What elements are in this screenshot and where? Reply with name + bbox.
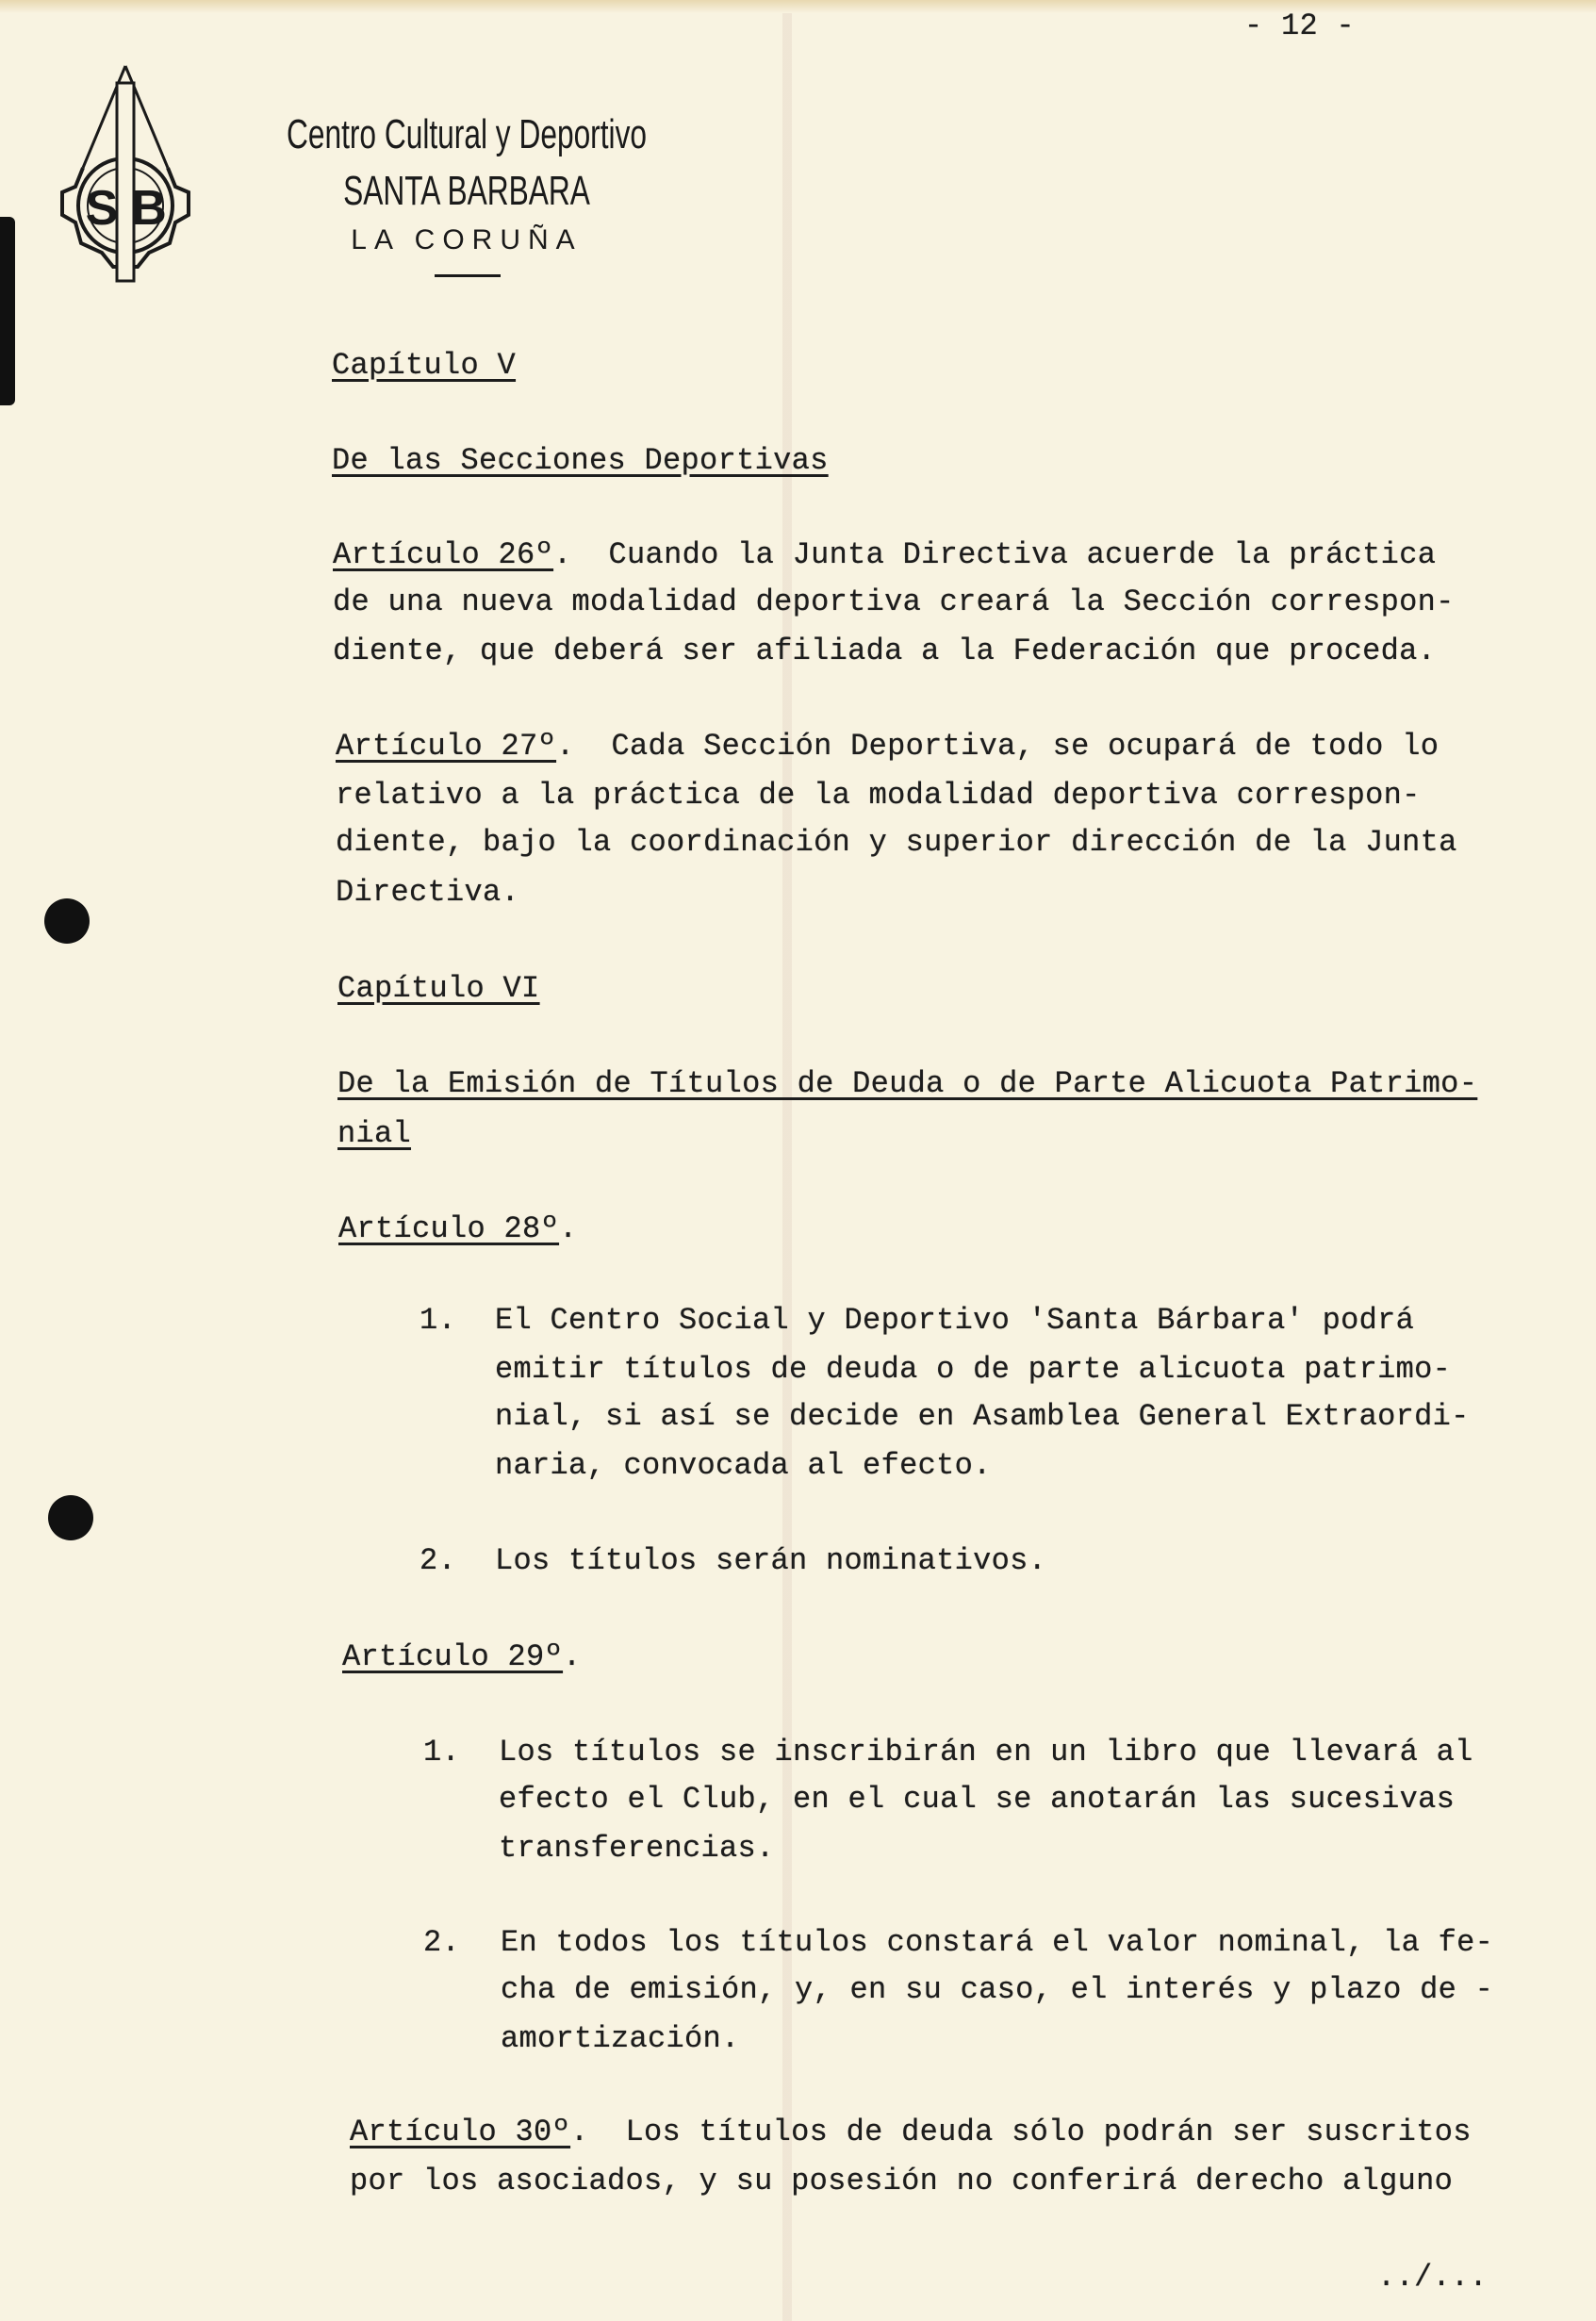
- article-label: Artículo 29º: [342, 1639, 564, 1674]
- article-label: Artículo 28º: [338, 1211, 560, 1246]
- article-26-line: Artículo 26º. Cuando la Junta Directiva acuerde la práctica: [333, 537, 1437, 572]
- punch-hole: [48, 1495, 93, 1540]
- chapter-subtitle: De la Emisión de Títulos de Deuda o de Parte Alicuota Patrimo-: [337, 1066, 1478, 1101]
- club-logo-icon: [55, 64, 196, 287]
- letterhead-name: SANTA BARBARA: [343, 168, 590, 214]
- article-30-line: Artículo 30º. Los títulos de deuda sólo podrán ser suscritos: [350, 2115, 1472, 2149]
- item-number: 1.: [423, 1735, 461, 1770]
- chapter-subtitle: nial: [337, 1116, 412, 1151]
- article-30-line: por los asociados, y su posesión no conferirá derecho alguno: [350, 2164, 1454, 2198]
- article-27-line: relativo a la práctica de la modalidad deportiva correspon-: [336, 778, 1421, 813]
- item-line: amortización.: [501, 2021, 740, 2056]
- letterhead-city: LA CORUÑA: [351, 224, 583, 255]
- letterhead-title: Centro Cultural y Deportivo: [286, 111, 648, 157]
- item-line: efecto el Club, en el cual se anotarán las sucesivas: [499, 1782, 1456, 1817]
- scan-edge-shadow: [0, 217, 15, 405]
- item-number: 1.: [420, 1303, 457, 1338]
- item-number: 2.: [420, 1543, 457, 1578]
- item-line: Los títulos se inscribirán en un libro que llevará al: [499, 1735, 1473, 1770]
- item-line: Los títulos serán nominativos.: [495, 1543, 1047, 1578]
- article-label: Artículo 30º: [350, 2115, 571, 2149]
- article-27-line: Directiva.: [336, 875, 520, 910]
- punch-hole: [44, 898, 90, 944]
- article-26-line: diente, que deberá ser afiliada a la Federación que proceda.: [333, 634, 1437, 668]
- article-27-line: Artículo 27º. Cada Sección Deportiva, se ocupará de todo lo: [336, 729, 1440, 764]
- continuation-mark: ../...: [1377, 2260, 1489, 2295]
- paper-edge: [0, 0, 1596, 13]
- item-line: El Centro Social y Deportivo 'Santa Bárbara' podrá: [495, 1303, 1415, 1338]
- article-28-heading: Artículo 28º.: [338, 1211, 578, 1246]
- article-label: Artículo 26º: [333, 537, 554, 572]
- chapter-title: Capítulo VI: [337, 971, 540, 1006]
- chapter-title: Capítulo V: [332, 348, 517, 383]
- article-29-heading: Artículo 29º.: [342, 1639, 582, 1674]
- item-number: 2.: [423, 1925, 461, 1960]
- letterhead-rule: [435, 274, 501, 277]
- page-number: - 12 -: [1244, 8, 1356, 43]
- article-27-line: diente, bajo la coordinación y superior dirección de la Junta: [336, 825, 1457, 860]
- item-line: cha de emisión, y, en su caso, el interés y plazo de -: [501, 1972, 1494, 2007]
- item-line: naria, convocada al efecto.: [495, 1448, 992, 1483]
- article-26-line: de una nueva modalidad deportiva creará la Sección correspon-: [333, 584, 1455, 619]
- item-line: transferencias.: [499, 1831, 775, 1866]
- article-label: Artículo 27º: [336, 729, 557, 764]
- item-line: En todos los títulos constará el valor nominal, la fe-: [501, 1925, 1494, 1960]
- chapter-subtitle: De las Secciones Deportivas: [332, 443, 829, 478]
- svg-text:B: B: [131, 181, 167, 236]
- svg-text:S: S: [85, 181, 119, 236]
- item-line: emitir títulos de deuda o de parte alicuota patrimo-: [495, 1352, 1452, 1387]
- item-line: nial, si así se decide en Asamblea General Extraordi-: [495, 1399, 1470, 1434]
